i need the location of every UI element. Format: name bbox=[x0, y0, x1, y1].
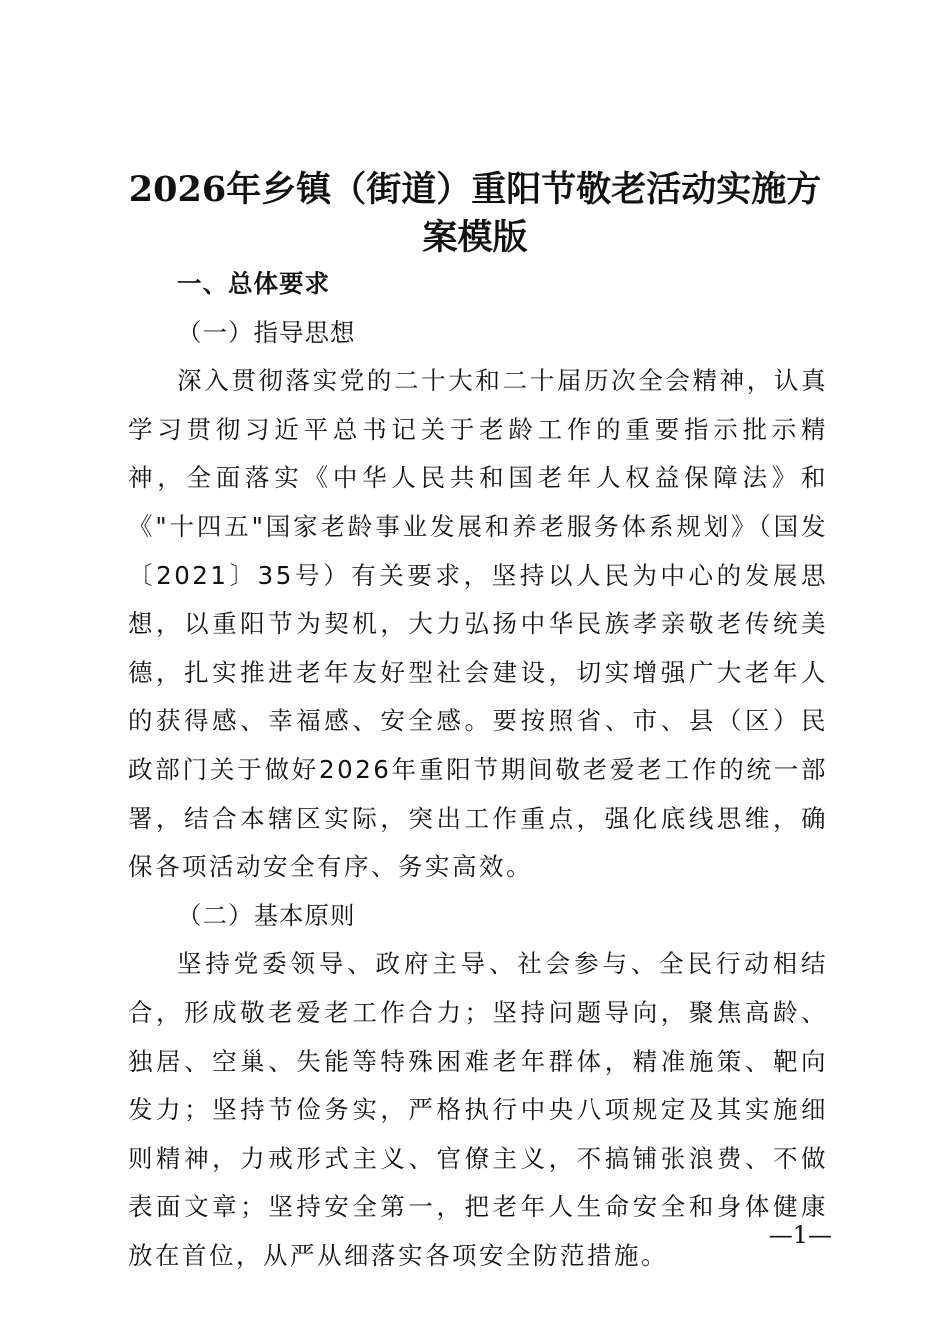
paragraph-basic-principles: 坚持党委领导、政府主导、社会参与、全民行动相结合，形成敬老爱老工作合力；坚持问题导向，聚焦高龄、独居、空巢、失能等特殊困难老年群体，精准施策、靶向发力；坚持节俭务实，严格执行中央八项规定及其实施细则精神，力戒形式主义、官僚主义，不搞铺张浪费、不做表面文章；坚持安全第一，把老年人生命安全和身体健康放在首位，从严从细落实各项安全防范措施。 bbox=[128, 949, 828, 1270]
paragraph-guiding-thought: 深入贯彻落实党的二十大和二十届历次全会精神，认真学习贯彻习近平总书记关于老龄工作的重要指示批示精神，全面落实《中华人民共和国老年人权益保障法》和《"十四五"国家老龄事业发展和养老服务体系规划》（国发〔2021〕35号）有关要求，坚持以人民为中心的发展思想，以重阳节为契机，大力弘扬中华民族孝亲敬老传统美德，扎实推进老年友好型社会建设，切实增强广大老年人的获得感、幸福感、安全感。要按照省、市、县（区）民政部门关于做好2026年重阳节期间敬老爱老工作的统一部署，结合本辖区实际，突出工作重点，强化底线思维，确保各项活动安全有序、务实高效。 bbox=[128, 366, 828, 882]
title-line-1: 2026年乡镇（街道）重阳节敬老活动实施方 bbox=[128, 169, 822, 210]
section-heading-general-requirements: 一、总体要求 bbox=[177, 269, 330, 298]
page-number: —1— bbox=[768, 1221, 832, 1249]
document-body bbox=[128, 260, 828, 1280]
subsection-heading-guiding-thought: （一）指导思想 bbox=[177, 317, 356, 347]
document-title bbox=[120, 166, 830, 262]
subsection-heading-basic-principles: （二）基本原则 bbox=[177, 900, 356, 930]
title-line-2: 案模版 bbox=[422, 217, 528, 258]
